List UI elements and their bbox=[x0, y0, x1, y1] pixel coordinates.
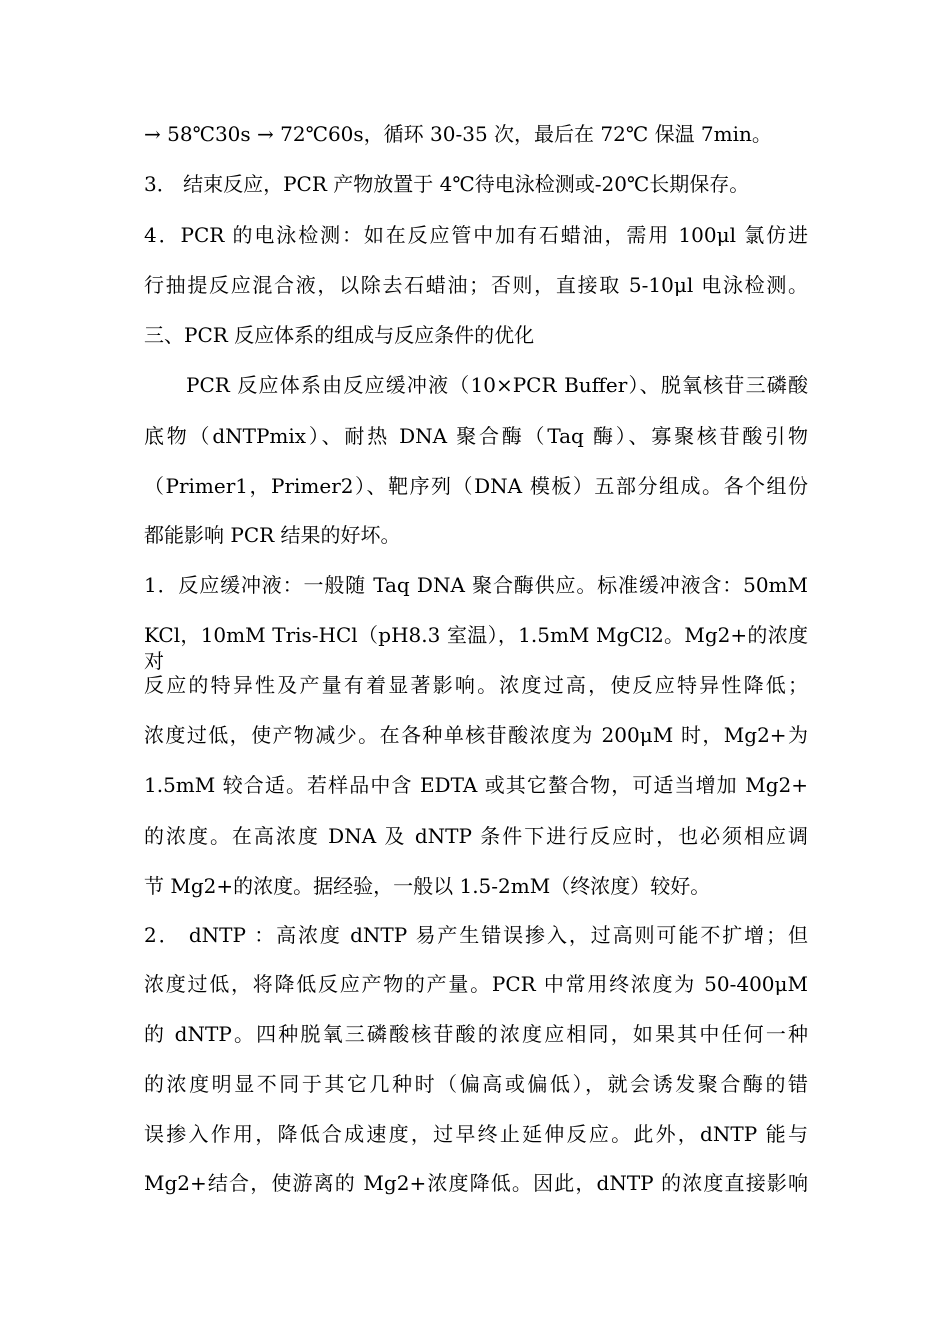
text-line: 节 Mg2+的浓度。据经验，一般以 1.5-2mM（终浓度）较好。 bbox=[144, 874, 711, 898]
text-line: 浓度过低，将降低反应产物的产量。PCR 中常用终浓度为 50-400μM bbox=[144, 972, 808, 996]
text-line: 2． dNTP ：高浓度 dNTP 易产生错误掺入，过高则可能不扩增；但 bbox=[144, 923, 808, 947]
text-line: 误掺入作用，降低合成速度，过早终止延伸反应。此外，dNTP 能与 bbox=[144, 1122, 808, 1146]
text-line: 4．PCR 的电泳检测：如在反应管中加有石蜡油，需用 100μl 氯仿进 bbox=[144, 223, 808, 247]
text-line: 3． 结束反应，PCR 产物放置于 4℃待电泳检测或-20℃长期保存。 bbox=[144, 172, 750, 196]
section-heading: 三、PCR 反应体系的组成与反应条件的优化 bbox=[144, 323, 535, 347]
text-line: （Primer1，Primer2）、靶序列（DNA 模板）五部分组成。各个组份 bbox=[144, 474, 808, 498]
text-line: 行抽提反应混合液，以除去石蜡油；否则，直接取 5-10μl 电泳检测。 bbox=[144, 273, 808, 297]
text-line: KCl，10mM Tris-HCl（pH8.3 室温），1.5mM MgCl2。Mg2+的浓度对 bbox=[144, 623, 808, 673]
text-line: → 58℃30s → 72℃60s，循环 30-35 次，最后在 72℃ 保温 7min。 bbox=[144, 122, 772, 146]
text-line: 1.5mM 较合适。若样品中含 EDTA 或其它螯合物，可适当增加 Mg2+ bbox=[144, 773, 808, 797]
text-line: 浓度过低，使产物减少。在各种单核苷酸浓度为 200μM 时，Mg2+为 bbox=[144, 723, 808, 747]
text-line: PCR 反应体系由反应缓冲液（10×PCR Buffer）、脱氧核苷三磷酸 bbox=[186, 373, 808, 397]
text-line: 的浓度明显不同于其它几种时（偏高或偏低），就会诱发聚合酶的错 bbox=[144, 1072, 808, 1096]
text-line: 都能影响 PCR 结果的好坏。 bbox=[144, 523, 401, 547]
text-line: 反应的特异性及产量有着显著影响。浓度过高，使反应特异性降低； bbox=[144, 673, 808, 697]
text-line: 的 dNTP。四种脱氧三磷酸核苷酸的浓度应相同，如果其中任何一种 bbox=[144, 1022, 808, 1046]
text-line: 的浓度。在高浓度 DNA 及 dNTP 条件下进行反应时，也必须相应调 bbox=[144, 824, 808, 848]
text-line: 底物（dNTPmix）、耐热 DNA 聚合酶（Taq 酶）、寡聚核苷酸引物 bbox=[144, 424, 808, 448]
text-line: Mg2+结合，使游离的 Mg2+浓度降低。因此，dNTP 的浓度直接影响 bbox=[144, 1171, 808, 1195]
text-line: 1．反应缓冲液：一般随 Taq DNA 聚合酶供应。标准缓冲液含：50mM bbox=[144, 573, 808, 597]
